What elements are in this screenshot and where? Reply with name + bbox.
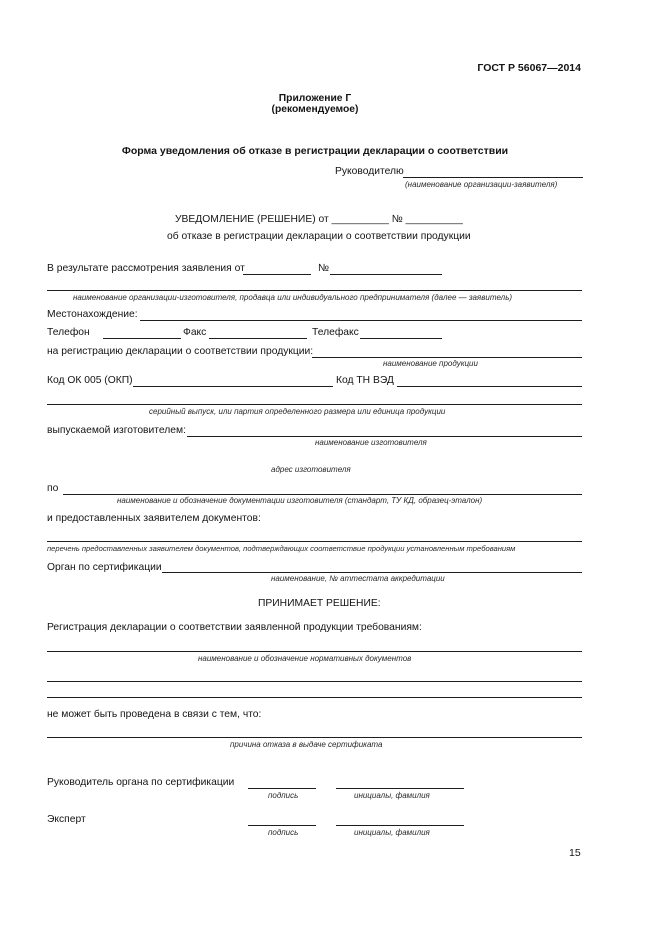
- appendix-title: Приложение Г: [278, 93, 352, 104]
- applicant-hint: наименование организации-изготовителя, продавца или индивидуального предпринимателя (далее — заявитель): [73, 293, 513, 302]
- expert-signature-hint: подпись: [268, 828, 299, 837]
- tnved-line[interactable]: [397, 386, 582, 387]
- manufacturer-label: выпускаемой изготовителем:: [47, 425, 186, 436]
- appendix-subtitle: (рекомендуемое): [271, 104, 359, 115]
- registration-label: на регистрацию декларации о соответствии продукции:: [47, 346, 314, 357]
- location-line[interactable]: [140, 320, 582, 321]
- applicant-line[interactable]: [47, 290, 582, 291]
- product-line[interactable]: [312, 357, 582, 358]
- body-line[interactable]: [162, 572, 582, 573]
- notice-line: УВЕДОМЛЕНИЕ (РЕШЕНИЕ) от __________ № __________: [175, 214, 463, 225]
- okp-label: Код ОК 005 (ОКП): [47, 375, 133, 386]
- telefax-line[interactable]: [360, 338, 442, 339]
- standard-code: ГОСТ Р 56067—2014: [477, 62, 581, 74]
- address-hint: адрес изготовителя: [271, 465, 351, 474]
- tnved-label: Код ТН ВЭД: [336, 375, 394, 386]
- documentation-hint: наименование и обозначение документации изготовителя (стандарт, ТУ КД, образец-эталон): [117, 496, 483, 505]
- normative-line-3[interactable]: [47, 697, 582, 698]
- okp-line[interactable]: [133, 386, 333, 387]
- reason-hint: причина отказа в выдаче сертификата: [230, 740, 383, 749]
- body-hint: наименование, № аттестата аккредитации: [271, 574, 445, 583]
- provided-line[interactable]: [47, 541, 582, 542]
- head-label: Руководитель органа по сертификации: [47, 777, 235, 788]
- fax-line[interactable]: [209, 338, 307, 339]
- expert-label: Эксперт: [47, 814, 86, 825]
- phone-line[interactable]: [103, 338, 181, 339]
- product-hint: наименование продукции: [383, 359, 478, 368]
- expert-initials-hint: инициалы, фамилия: [354, 828, 430, 837]
- provided-label: и предоставленных заявителем документов:: [47, 513, 261, 524]
- result-number-label: №: [318, 263, 330, 274]
- head-initials-line[interactable]: [336, 788, 464, 789]
- normative-line-2[interactable]: [47, 681, 582, 682]
- application-date-line[interactable]: [243, 274, 311, 275]
- normative-hint: наименование и обозначение нормативных документов: [198, 654, 412, 663]
- manufacturer-line[interactable]: [187, 436, 582, 437]
- provided-hint: перечень предоставленных заявителем документов, подтверждающих соответствие продукции установленным требованиям: [47, 544, 516, 553]
- head-signature-hint: подпись: [268, 791, 299, 800]
- cannot-label: не может быть проведена в связи с тем, что:: [47, 709, 262, 720]
- reason-line[interactable]: [47, 737, 582, 738]
- head-initials-hint: инициалы, фамилия: [354, 791, 430, 800]
- expert-initials-line[interactable]: [336, 825, 464, 826]
- addressee-label: Руководителю: [335, 166, 404, 177]
- location-label: Местонахождение:: [47, 309, 138, 320]
- documentation-line[interactable]: [63, 494, 582, 495]
- result-label: В результате рассмотрения заявления от: [47, 263, 245, 274]
- decision-heading: ПРИНИМАЕТ РЕШЕНИЕ:: [258, 598, 381, 609]
- manufacturer-hint: наименование изготовителя: [315, 438, 427, 447]
- requirements-label: Регистрация декларации о соответствии заявленной продукции требованиям:: [47, 622, 422, 633]
- addressee-line[interactable]: [403, 177, 583, 178]
- by-label: по: [47, 483, 59, 494]
- expert-signature-line[interactable]: [248, 825, 316, 826]
- addressee-hint: (наименование организации-заявителя): [405, 180, 558, 189]
- body-label: Орган по сертификации: [47, 562, 162, 573]
- phone-label: Телефон: [47, 327, 90, 338]
- application-number-line[interactable]: [330, 274, 442, 275]
- notice-subline: об отказе в регистрации декларации о соответствии продукции: [167, 231, 471, 242]
- batch-hint: серийный выпуск, или партия определенного размера или единица продукции: [149, 407, 446, 416]
- fax-label: Факс: [183, 327, 207, 338]
- form-title: Форма уведомления об отказе в регистрации декларации о соответствии: [121, 145, 509, 157]
- batch-line[interactable]: [47, 404, 582, 405]
- page-number: 15: [569, 847, 581, 859]
- head-signature-line[interactable]: [248, 788, 316, 789]
- normative-line[interactable]: [47, 651, 582, 652]
- telefax-label: Телефакс: [312, 327, 359, 338]
